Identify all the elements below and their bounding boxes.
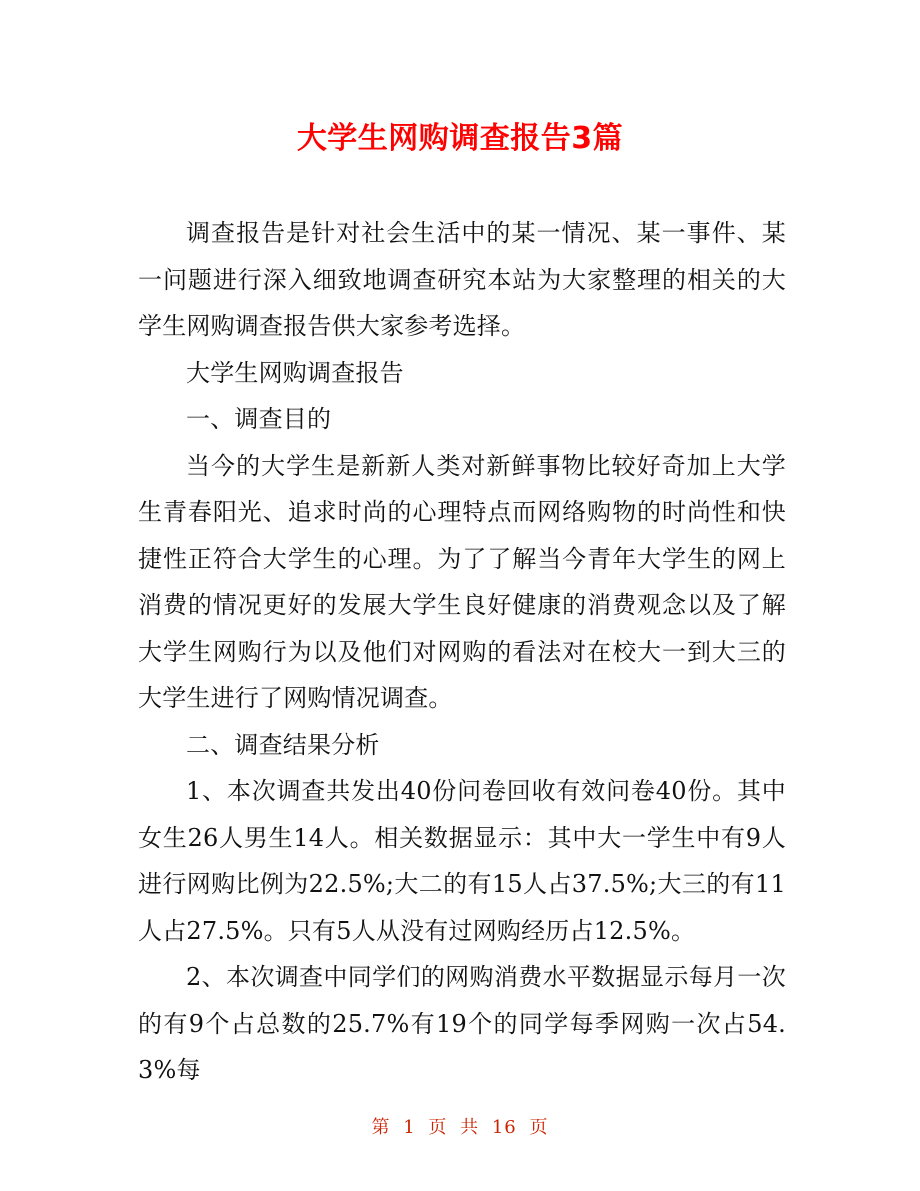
paragraph-analysis-2: 2、本次调查中同学们的网购消费水平数据显示每月一次的有9个占总数的25.7%有19个的同学每季网购一次占54.3%每 xyxy=(138,963,786,1084)
paragraph-intro: 调查报告是针对社会生活中的某一情况、某一事件、某一问题进行深入细致地调查研究本站为大家整理的相关的大学生网购调查报告供大家参考选择。 xyxy=(138,219,786,340)
heading-analysis: 二、调查结果分析 xyxy=(186,730,380,759)
document-title: 大学生网购调查报告3篇 xyxy=(296,121,624,156)
paragraph-purpose: 当今的大学生是新新人类对新鲜事物比较好奇加上大学生青春阳光、追求时尚的心理特点而网络购物的时尚性和快捷性正符合大学生的心理。为了了解当今青年大学生的网上消费的情况更好的发展大学生良好健康的消费观念以及了解大学生网购行为以及他们对网购的看法对在校大一到大三的大学生进行了网购情况调查。 xyxy=(138,451,786,712)
heading-purpose: 一、调查目的 xyxy=(186,405,332,433)
paragraph-subtitle: 大学生网购调查报告 xyxy=(186,358,404,387)
page-number-footer: 第 1 页 共 16 页 xyxy=(371,1117,549,1138)
document-body xyxy=(138,210,786,1094)
paragraph-analysis-1: 1、本次调查共发出40份问卷回收有效问卷40份。其中女生26人男生14人。相关数据显示：其中大一学生中有9人进行网购比例为22.5%;大二的有15人占37.5%;大三的有11人占27.5%。只有5人从没有过网购经历占12.5%。 xyxy=(138,777,786,945)
